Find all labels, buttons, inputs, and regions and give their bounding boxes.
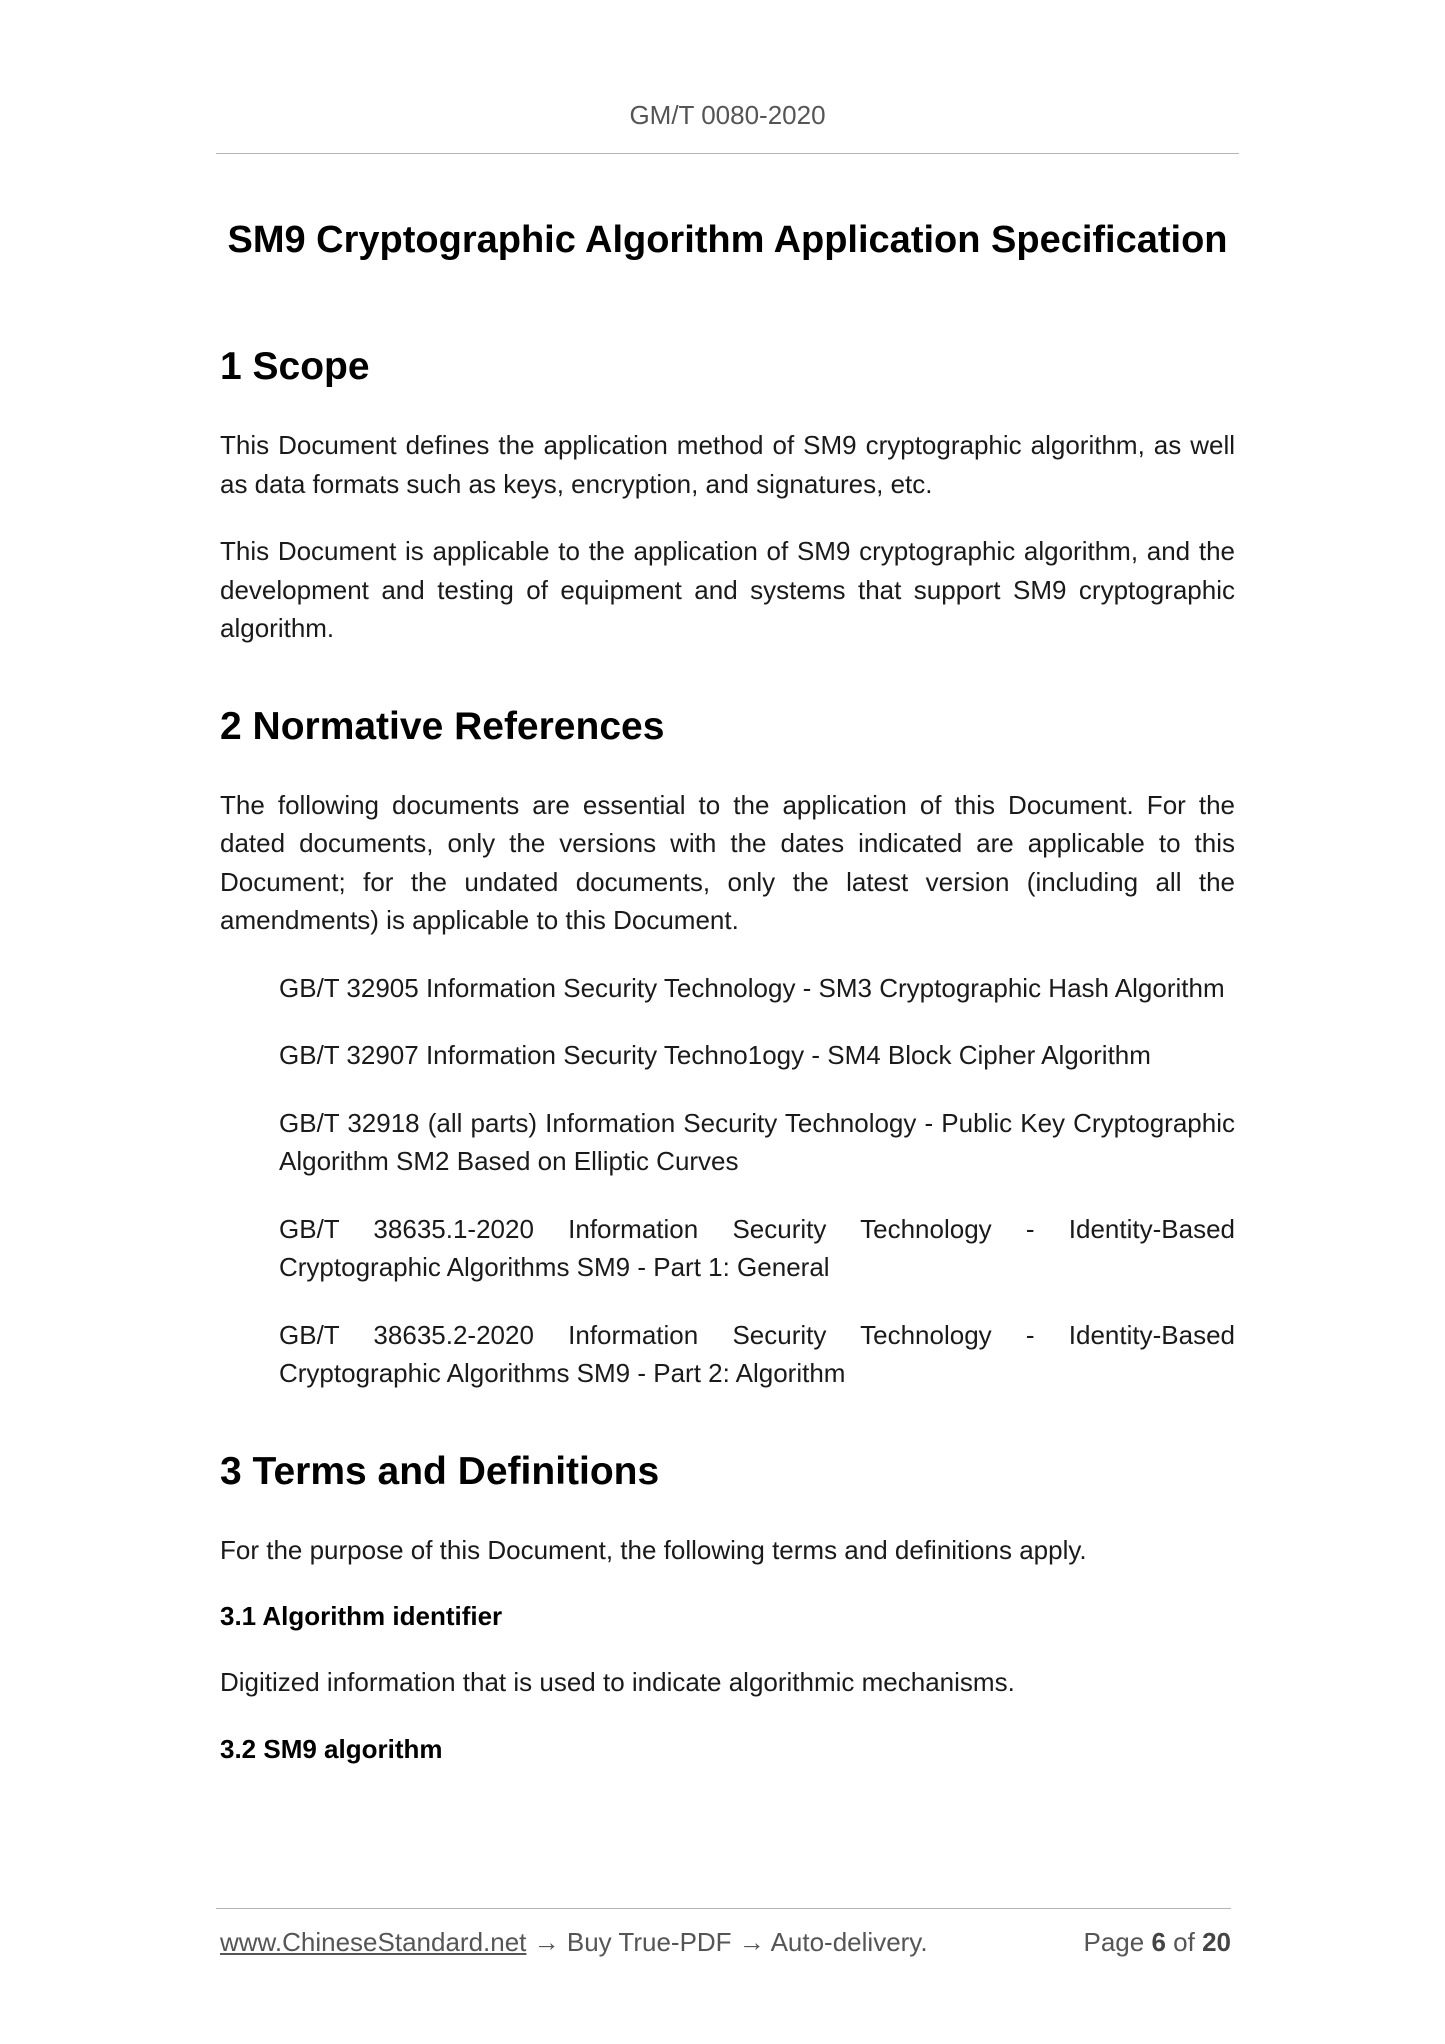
page-indicator	[1083, 1924, 1231, 1960]
document-title: SM9 Cryptographic Algorithm Application Specification	[227, 219, 1228, 261]
footer-tagline: → Buy True-PDF → Auto-delivery.	[526, 1927, 928, 1957]
term-heading-algorithm-identifier: 3.1 Algorithm identifier	[220, 1601, 503, 1631]
reference-item: GB/T 32918 (all parts) Information Security Technology - Public Key Cryptographic Algorithm SM2 Based on Elliptic Curves	[279, 1107, 1235, 1176]
footer-left	[220, 1924, 928, 1960]
running-header: GM/T 0080-2020	[629, 100, 826, 130]
terms-intro: For the purpose of this Document, the following terms and definitions apply.	[220, 1534, 1087, 1565]
term-definition-algorithm-identifier: Digitized information that is used to indicate algorithmic mechanisms.	[220, 1667, 1015, 1697]
scope-paragraph-1: This Document defines the application method of SM9 cryptographic algorithm, as well as data formats such as keys, encryption, and signatures, etc.	[220, 430, 1235, 499]
website-link[interactable]: www.ChineseStandard.net	[220, 1927, 527, 1957]
page-current: 6	[1151, 1927, 1166, 1957]
header-divider	[216, 153, 1239, 154]
reference-item: GB/T 32905 Information Security Technology - SM3 Cryptographic Hash Algorithm	[279, 972, 1225, 1003]
section-heading-references: 2 Normative References	[220, 704, 665, 748]
reference-item: GB/T 38635.2-2020 Information Security Technology - Identity-Based Cryptographic Algorithms SM9 - Part 2: Algorithm	[279, 1319, 1235, 1388]
page-total: 20	[1202, 1927, 1231, 1957]
page-of-label: of	[1173, 1927, 1195, 1957]
page-label: Page	[1083, 1927, 1145, 1957]
section-heading-terms: 3 Terms and Definitions	[220, 1449, 660, 1493]
references-intro: The following documents are essential to the application of this Document. For the dated documents, only the versions with the dates indicated are applicable to this Document; for the undated documents, only the latest version (including all the amendments) is applicable to this Document.	[220, 789, 1235, 935]
page-body	[220, 212, 1235, 1767]
reference-item: GB/T 32907 Information Security Techno1ogy - SM4 Block Cipher Algorithm	[279, 1040, 1151, 1070]
reference-list	[220, 969, 1235, 1393]
term-heading-sm9-algorithm: 3.2 SM9 algorithm	[220, 1733, 443, 1764]
reference-item: GB/T 38635.1-2020 Information Security Technology - Identity-Based Cryptographic Algorithms SM9 - Part 1: General	[279, 1213, 1235, 1282]
footer-divider	[216, 1908, 1231, 1909]
scope-paragraph-2: This Document is applicable to the application of SM9 cryptographic algorithm, and the development and testing of equipment and systems that support SM9 cryptographic algorithm.	[220, 536, 1235, 643]
section-heading-scope: 1 Scope	[220, 345, 370, 388]
